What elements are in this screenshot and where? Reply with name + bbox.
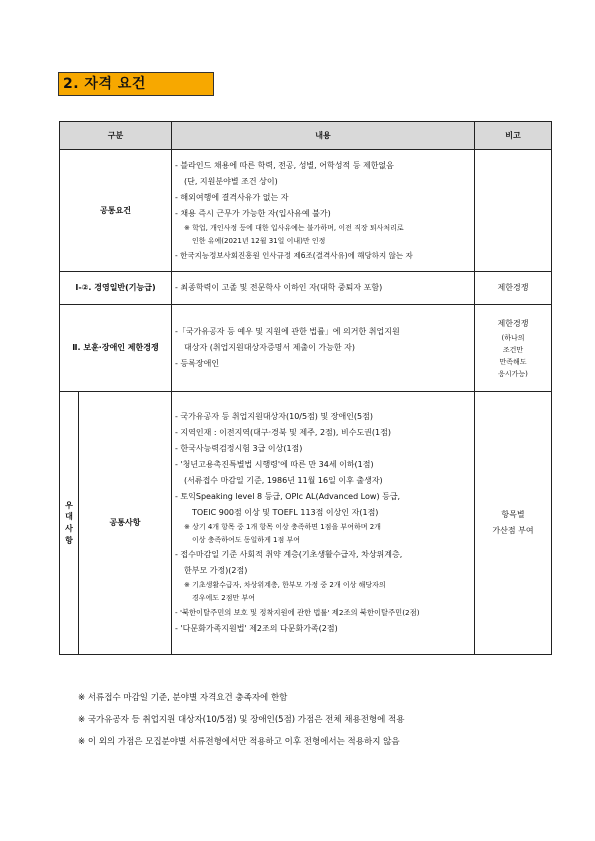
list-item: 이상 충족하여도 동일하게 1점 부여 (192, 536, 301, 544)
list-item: 경우에도 2점만 부여 (192, 594, 255, 602)
common-note (475, 150, 552, 272)
list-item: - 해외여행에 결격사유가 없는 자 (175, 192, 289, 202)
list-item: (단, 지원분야별 조건 상이) (184, 176, 278, 186)
list-item: ※ 상기 4개 항목 중 1개 항목 이상 충족하면 1점을 부여하며 2개 (184, 523, 381, 531)
list-item: (서류접수 마감일 기준, 1986년 11월 16일 이후 출생자) (184, 476, 383, 485)
preference-group-label (60, 392, 79, 655)
table-row-veterans (60, 305, 552, 392)
veterans-content (172, 305, 475, 392)
header-content: 내용 (172, 122, 475, 150)
preference-char: 항 (65, 535, 73, 545)
footnotes (78, 692, 558, 758)
list-item: - 지역인재 : 이전지역(대구·경북 및 제주, 2점), 비수도권(1점) (175, 428, 391, 437)
veterans-note-sub-4: 응시가능) (498, 370, 528, 378)
list-item: 한부모 가정)(2점) (184, 566, 248, 575)
table-header-row (60, 122, 552, 150)
list-item: - 한국지능정보사회진흥원 인사규정 제6조(결격사유)에 해당하지 않는 자 (175, 250, 413, 260)
list-item: - 최종학력이 고졸 및 전문학사 이하인 자(대학 중퇴자 포함) (175, 283, 383, 293)
list-item: - '북한이탈주민의 보호 및 정착지원에 관한 법률' 제2조의 북한이탈주민(2점) (175, 608, 420, 617)
table-row-common (60, 150, 552, 272)
list-item: - 등록장애인 (175, 359, 220, 368)
common-content (172, 150, 475, 272)
list-item: - 토익Speaking level 8 등급, OPIc AL(Advanced Low) 등급, (175, 492, 401, 501)
footnote-3: ※ 이 외의 가점은 모집분야별 서류전형에서만 적용하고 이후 전형에서는 적용하지 않음 (78, 737, 400, 747)
list-item: 대상자 (취업지원대상자증명서 제출이 가능한 자) (184, 343, 355, 352)
common-category: 공통요건 (60, 150, 172, 272)
veterans-category: Ⅱ. 보훈·장애인 제한경쟁 (60, 305, 172, 392)
table-row-preference (60, 392, 552, 655)
preference-note (475, 392, 552, 655)
section-title-box (58, 72, 214, 96)
list-item: ※ 학업, 개인사정 등에 대한 입사유예는 불가하며, 이전 직장 퇴사처리로 (184, 223, 404, 232)
header-note: 비고 (475, 122, 552, 150)
list-item: ※ 기초생활수급자, 차상위계층, 한부모 가정 중 2개 이상 해당자의 (184, 581, 386, 589)
list-item: - 블라인드 채용에 따른 학력, 전공, 성별, 어학성적 등 제한없음 (175, 160, 394, 170)
list-item: - 접수마감일 기준 사회적 취약 계층(기초생활수급자, 차상위계층, (175, 550, 403, 559)
list-item: - 채용 즉시 근무가 가능한 자(입사유예 불가) (175, 208, 331, 218)
preference-content (172, 392, 475, 655)
list-item: 인한 유예(2021년 12월 31일 이내)만 인정 (192, 236, 326, 245)
footnote-1: ※ 서류접수 마감일 기준, 분야별 자격요건 충족자에 한함 (78, 693, 288, 703)
list-item: -「국가유공자 등 예우 및 지원에 관한 법률」에 의거한 취업지원 (175, 327, 400, 336)
general-content (172, 272, 475, 305)
list-item: - 국가유공자 등 취업지원대상자(10/5점) 및 장애인(5점) (175, 412, 373, 421)
list-item: - '다문화가족지원법' 제2조의 다문화가족(2점) (175, 624, 338, 633)
general-category: Ⅰ-②. 경영일반(기능급) (60, 272, 172, 305)
requirements-table (59, 121, 552, 655)
veterans-note-sub-3: 만족해도 (499, 358, 527, 366)
veterans-note-sub-1: (하나의 (501, 334, 525, 342)
preference-note-line-2: 가산점 부여 (492, 526, 534, 535)
section-title: 2. 자격 요건 (63, 76, 146, 92)
preference-char: 우 (65, 500, 73, 510)
preference-char: 사 (65, 524, 73, 533)
list-item: TOEIC 900점 이상 및 TOEFL 113점 이상인 자(1점) (192, 508, 379, 517)
preference-note-line-1: 항목별 (501, 510, 525, 519)
veterans-note (475, 305, 552, 392)
veterans-note-sub-2: 조건만 (502, 346, 524, 354)
header-category: 구분 (60, 122, 172, 150)
footnote-2: ※ 국가유공자 등 취업지원 대상자(10/5점) 및 장애인(5점) 가점은 전체 채용전형에 적용 (78, 715, 405, 725)
general-note: 제한경쟁 (475, 272, 552, 305)
list-item: - '청년고용촉진특별법 시행령'에 따른 만 34세 이하(1점) (175, 460, 374, 469)
veterans-note-main: 제한경쟁 (497, 319, 529, 328)
preference-category: 공통사항 (79, 392, 172, 655)
list-item: - 한국사능력검정시험 3급 이상(1점) (175, 444, 303, 453)
table-row-general (60, 272, 552, 305)
preference-char: 대 (65, 512, 73, 522)
